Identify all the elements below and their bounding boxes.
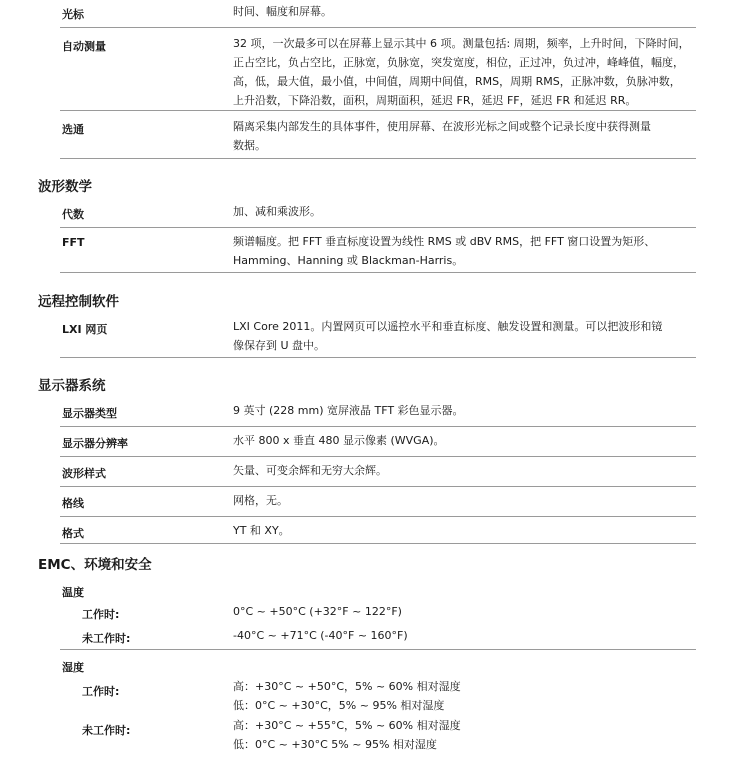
- algebra-value: 加、减和乘波形。: [233, 205, 321, 218]
- temp-operating-value: 0°C ~ +50°C (+32°F ~ 122°F): [233, 605, 402, 618]
- waveform-style-value: 矢量、可变余辉和无穷大余辉。: [233, 464, 387, 477]
- divider: [60, 456, 696, 457]
- text-line: 像保存到 U 盘中。: [233, 339, 326, 352]
- text-line: 高，低，最大值，最小值，中间值，周期中间值，RMS，周期 RMS，正脉冲数，负脉冲数，: [233, 75, 681, 88]
- humidity-non-operating-value: [233, 716, 697, 754]
- text-line: 数据。: [233, 139, 266, 152]
- divider: [60, 110, 696, 111]
- text-line: Hamming、Hanning 或 Blackman-Harris。: [233, 254, 464, 267]
- divider: [60, 486, 696, 487]
- humidity-operating-label: 工作时:: [82, 685, 120, 698]
- text-line: 低：0°C ~ +30°C 5% ~ 95% 相对湿度: [233, 738, 437, 751]
- display-type-value: 9 英寸 (228 mm) 宽屏液晶 TFT 彩色显示器。: [233, 404, 464, 417]
- text-line: 频谱幅度。把 FFT 垂直标度设置为线性 RMS 或 dBV RMS，把 FFT 窗口设置为矩形、: [233, 235, 656, 248]
- gating-label: 选通: [62, 123, 84, 136]
- cursor-label: 光标: [62, 8, 84, 21]
- divider: [60, 426, 696, 427]
- section-title-display: 显示器系统: [38, 378, 106, 394]
- divider: [60, 272, 696, 273]
- temp-non-operating-value: -40°C ~ +71°C (-40°F ~ 160°F): [233, 629, 408, 642]
- display-resolution-value: 水平 800 x 垂直 480 显示像素 (WVGA)。: [233, 434, 445, 447]
- auto-measure-label: 自动测量: [62, 40, 106, 53]
- format-label: 格式: [62, 527, 84, 540]
- text-line: 32 项，一次最多可以在屏幕上显示其中 6 项。测量包括: 周期，频率，上升时间，下降时间，: [233, 37, 690, 50]
- gating-value: [233, 117, 697, 155]
- divider: [60, 27, 696, 28]
- algebra-label: 代数: [62, 208, 84, 221]
- temperature-label: 温度: [62, 586, 84, 599]
- section-title-emc: EMC、环境和安全: [38, 557, 152, 573]
- grid-label: 格线: [62, 497, 84, 510]
- humidity-label: 湿度: [62, 661, 84, 674]
- lxi-value: [233, 317, 697, 355]
- grid-value: 网格，无。: [233, 494, 288, 507]
- display-type-label: 显示器类型: [62, 407, 117, 420]
- cursor-value: 时间、幅度和屏幕。: [233, 5, 332, 18]
- divider: [60, 227, 696, 228]
- divider: [60, 516, 696, 517]
- divider: [60, 543, 696, 544]
- text-line: 正占空比，负占空比，正脉宽，负脉宽，突发宽度，相位，正过冲，负过冲，峰峰值，幅度，: [233, 56, 684, 69]
- display-resolution-label: 显示器分辨率: [62, 437, 128, 450]
- humidity-operating-value: [233, 677, 697, 715]
- temp-non-operating-label: 未工作时:: [82, 632, 131, 645]
- section-title-waveform-math: 波形数学: [38, 179, 92, 195]
- section-title-remote: 远程控制软件: [38, 294, 119, 310]
- divider: [60, 357, 696, 358]
- text-line: 低：0°C ~ +30°C，5% ~ 95% 相对湿度: [233, 699, 445, 712]
- fft-value: [233, 232, 697, 270]
- fft-label: FFT: [62, 236, 85, 249]
- text-line: 高：+30°C ~ +50°C，5% ~ 60% 相对湿度: [233, 680, 461, 693]
- format-value: YT 和 XY。: [233, 524, 290, 537]
- divider: [60, 649, 696, 650]
- text-line: 隔离采集内部发生的具体事件，使用屏幕、在波形光标之间或整个记录长度中获得测量: [233, 120, 651, 133]
- auto-measure-value: [233, 34, 697, 110]
- waveform-style-label: 波形样式: [62, 467, 106, 480]
- humidity-non-operating-label: 未工作时:: [82, 724, 131, 737]
- divider: [60, 158, 696, 159]
- text-line: 上升沿数，下降沿数，面积，周期面积，延迟 FR，延迟 FF，延迟 FR 和延迟 RR。: [233, 94, 637, 107]
- temp-operating-label: 工作时:: [82, 608, 120, 621]
- lxi-label: LXI 网页: [62, 323, 108, 336]
- text-line: LXI Core 2011。内置网页可以遥控水平和垂直标度、触发设置和测量。可以把波形和镜: [233, 320, 663, 333]
- text-line: 高：+30°C ~ +55°C，5% ~ 60% 相对湿度: [233, 719, 461, 732]
